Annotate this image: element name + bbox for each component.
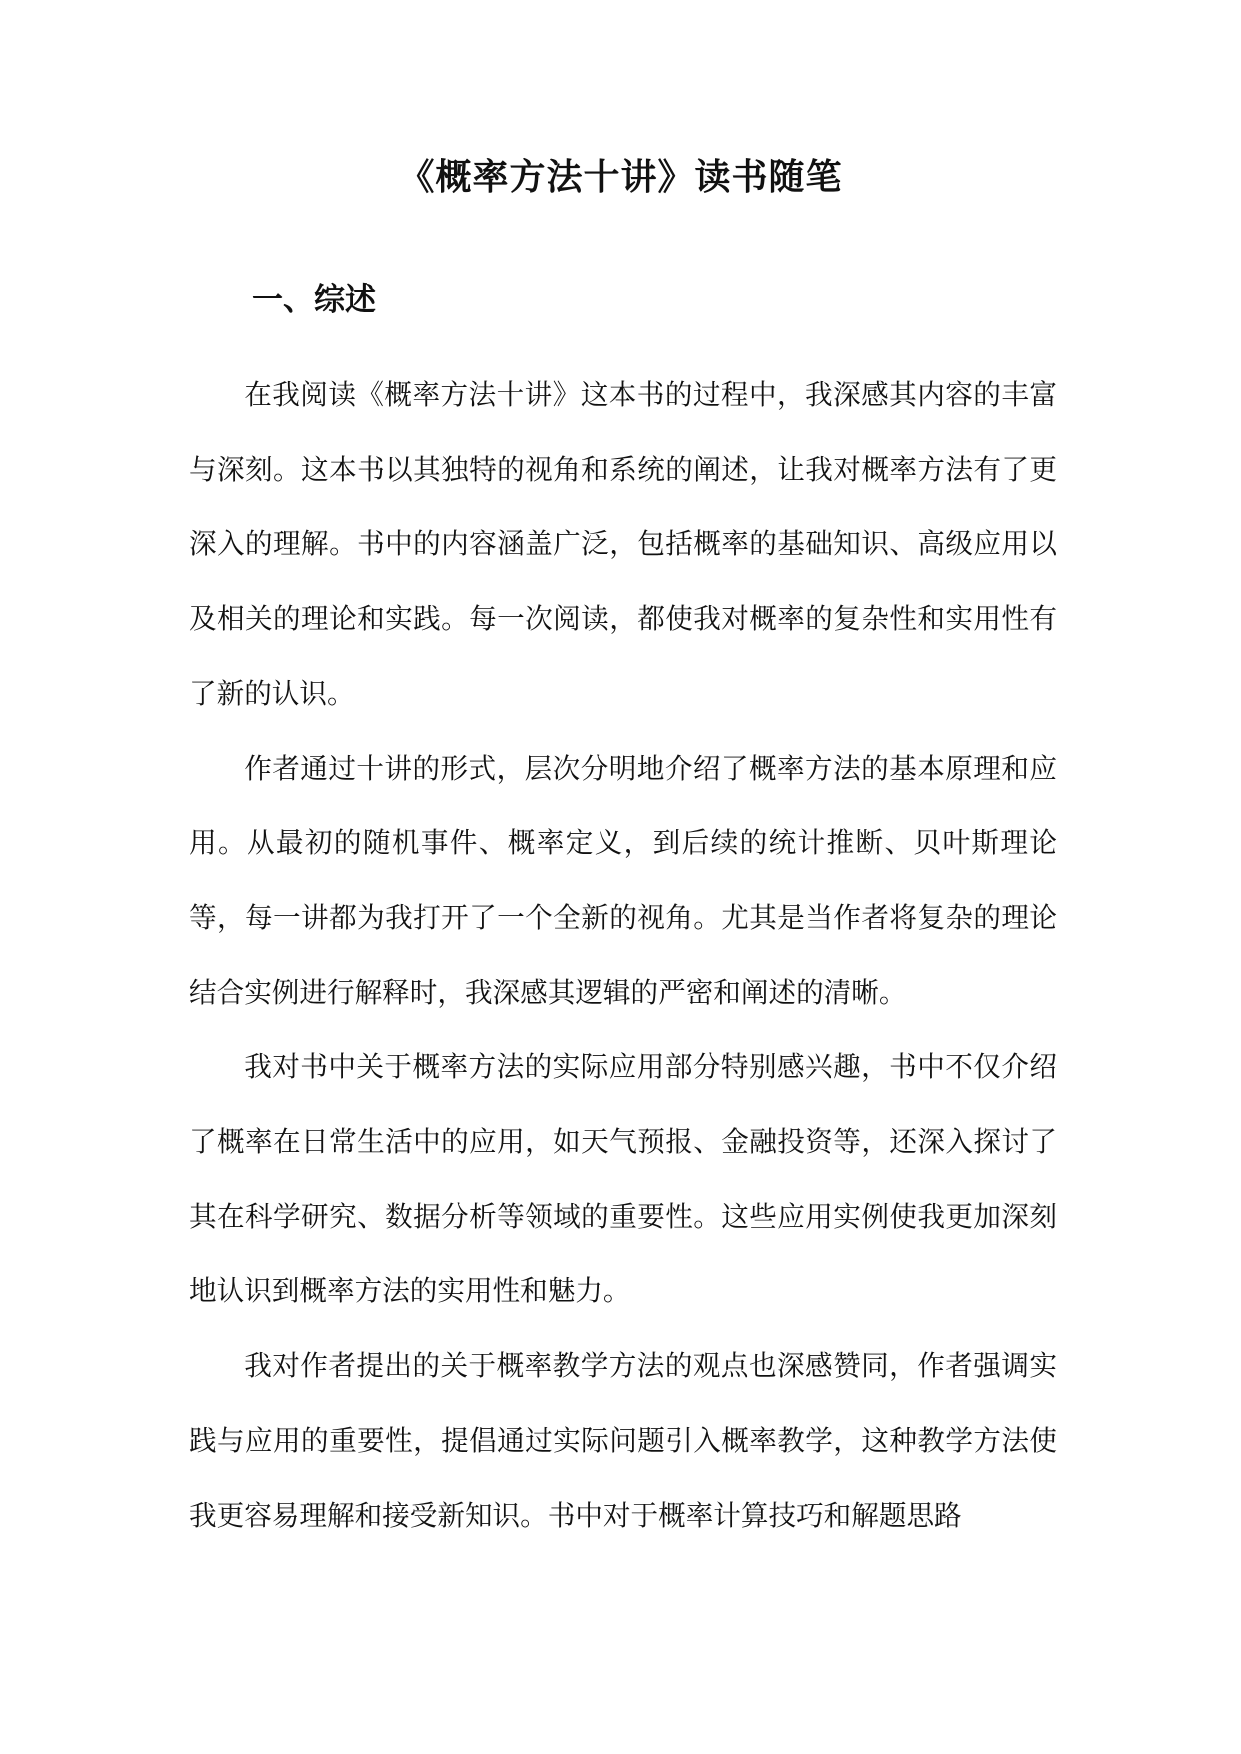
paragraph-3: 我对书中关于概率方法的实际应用部分特别感兴趣，书中不仅介绍了概率在日常生活中的应用，如天气预报、金融投资等，还深入探讨了其在科学研究、数据分析等领域的重要性。这些应用实例使我更加深刻地认识到概率方法的实用性和魅力。 <box>189 1050 1057 1308</box>
paragraph-2: 作者通过十讲的形式，层次分明地介绍了概率方法的基本原理和应用。从最初的随机事件、概率定义，到后续的统计推断、贝叶斯理论等，每一讲都为我打开了一个全新的视角。尤其是当作者将复杂的理论结合实例进行解释时，我深感其逻辑的严密和阐述的清晰。 <box>189 751 1057 1009</box>
section-body <box>189 358 1057 1553</box>
paragraph-4: 我对作者提出的关于概率教学方法的观点也深感赞同，作者强调实践与应用的重要性，提倡通过实际问题引入概率教学，这种教学方法使我更容易理解和接受新知识。书中对于概率计算技巧和解题思路 <box>189 1349 1057 1532</box>
document-title: 《概率方法十讲》读书随笔 <box>398 156 843 198</box>
paragraph-1: 在我阅读《概率方法十讲》这本书的过程中，我深感其内容的丰富与深刻。这本书以其独特的视角和系统的阐述，让我对概率方法有了更深入的理解。书中的内容涵盖广泛，包括概率的基础知识、高级应用以及相关的理论和实践。每一次阅读，都使我对概率的复杂性和实用性有了新的认识。 <box>189 378 1057 710</box>
section-heading-overview: 一、综述 <box>252 282 376 318</box>
